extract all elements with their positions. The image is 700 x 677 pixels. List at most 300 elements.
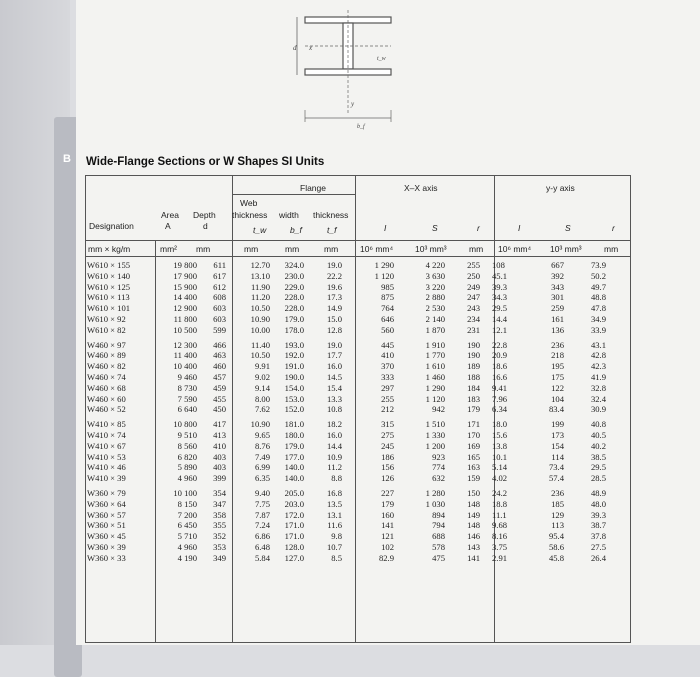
cell-flange-thickness: 11.6 (327, 520, 342, 531)
cell-flange-thickness: 16.0 (326, 429, 342, 440)
cell-web-thickness: 8.76 (254, 440, 270, 451)
cell-rx: 146 (467, 531, 480, 542)
cell-web-thickness: 10.90 (250, 313, 270, 324)
cell-web-thickness: 10.50 (250, 303, 270, 314)
cell-Sx: 942 (432, 404, 445, 415)
table-row (85, 383, 606, 394)
cell-area: 4 190 (177, 552, 197, 563)
cell-Sy: 343 (551, 281, 564, 292)
cell-Iy: 2.91 (492, 552, 508, 563)
cell-flange-width: 177.0 (284, 451, 304, 462)
cell-designation: W610 × 92 (87, 313, 126, 324)
cell-ry: 40.8 (590, 419, 606, 430)
cell-flange-width: 171.0 (284, 520, 304, 531)
cell-depth: 599 (213, 324, 226, 335)
flange-group-rule (232, 194, 355, 195)
header-width: width (279, 210, 299, 220)
cell-Ix: 764 (381, 303, 394, 314)
cell-Iy: 9.41 (492, 382, 508, 393)
cell-ry: 40.2 (590, 440, 606, 451)
cell-flange-width: 154.0 (284, 382, 304, 393)
cell-depth: 413 (213, 429, 226, 440)
cell-Sy: 161 (551, 313, 564, 324)
cell-area: 12 900 (173, 303, 197, 314)
cell-Iy: 11.1 (492, 509, 507, 520)
cell-flange-thickness: 18.2 (326, 419, 342, 430)
cell-Sy: 392 (551, 270, 564, 281)
cell-Sx: 632 (432, 473, 445, 484)
cell-rx: 231 (467, 324, 480, 335)
cell-Ix: 245 (381, 440, 394, 451)
section-tab-letter: B (63, 153, 71, 165)
cell-Sy: 114 (551, 451, 564, 462)
cell-Ix: 875 (381, 292, 394, 303)
table-row (85, 361, 606, 372)
header-rule (85, 240, 630, 241)
cell-area: 17 900 (173, 270, 197, 281)
cell-ry: 32.8 (590, 382, 606, 393)
cell-Sy: 154 (551, 440, 564, 451)
cell-ry: 48.0 (590, 498, 606, 509)
table-row (85, 430, 606, 441)
cell-Iy: 22.8 (492, 339, 508, 350)
units-rule (85, 256, 630, 257)
cell-designation: W360 × 51 (87, 520, 126, 531)
cell-Sy: 73.4 (548, 462, 564, 473)
cell-Sx: 1 280 (425, 487, 445, 498)
diagram-label-x: x (309, 44, 313, 52)
cell-designation: W410 × 46 (87, 462, 126, 473)
cell-Ix: 126 (381, 473, 394, 484)
cell-area: 15 900 (173, 281, 197, 292)
cell-Sy: 175 (551, 371, 564, 382)
header-web: Web (240, 198, 258, 208)
cell-Ix: 186 (381, 451, 394, 462)
table-row (85, 372, 606, 383)
unit-tf: mm (324, 244, 339, 254)
cell-Sy: 185 (551, 498, 564, 509)
cell-ry: 34.9 (590, 313, 606, 324)
cell-ry: 49.7 (590, 281, 606, 292)
cell-Sy: 199 (551, 419, 564, 430)
cell-area: 7 590 (177, 393, 197, 404)
cell-Sy: 129 (551, 509, 564, 520)
cell-Sy: 236 (551, 339, 564, 350)
cell-flange-thickness: 10.7 (326, 541, 342, 552)
cell-ry: 39.3 (590, 509, 606, 520)
cell-area: 4 960 (177, 473, 197, 484)
cell-Sx: 1 510 (425, 419, 445, 430)
cell-Iy: 29.5 (492, 303, 508, 314)
cell-Sx: 688 (432, 531, 445, 542)
cell-Sx: 794 (432, 520, 445, 531)
cell-Sy: 45.8 (548, 552, 564, 563)
cell-Ix: 297 (381, 382, 394, 393)
cell-depth: 608 (213, 292, 226, 303)
cell-rx: 165 (467, 451, 480, 462)
cell-designation: W610 × 82 (87, 324, 126, 335)
cell-Ix: 275 (381, 429, 394, 440)
cell-Iy: 18.6 (492, 361, 508, 372)
cell-flange-width: 152.0 (284, 404, 304, 415)
cell-rx: 143 (467, 541, 480, 552)
cell-Ix: 1 290 (374, 260, 394, 270)
unit-designation: mm × kg/m (88, 244, 131, 254)
cell-ry: 30.9 (590, 404, 606, 415)
cell-depth: 455 (213, 393, 226, 404)
cell-flange-width: 203.0 (284, 498, 304, 509)
cell-Ix: 160 (381, 509, 394, 520)
cell-web-thickness: 11.90 (250, 281, 270, 292)
cell-rx: 179 (467, 404, 480, 415)
cell-Sx: 1 460 (425, 371, 445, 382)
cell-Iy: 15.6 (492, 429, 508, 440)
cell-Iy: 14.4 (492, 313, 508, 324)
cell-rx: 163 (467, 462, 480, 473)
cell-area: 10 800 (173, 419, 197, 430)
cell-Iy: 10.1 (492, 451, 508, 462)
cell-depth: 403 (213, 462, 226, 473)
cell-flange-thickness: 14.4 (326, 440, 342, 451)
cell-area: 5 710 (177, 531, 197, 542)
cell-ry: 47.8 (590, 303, 606, 314)
cell-flange-width: 205.0 (284, 487, 304, 498)
cell-Sy: 57.4 (548, 473, 564, 484)
cell-Sy: 83.4 (548, 404, 564, 415)
unit-tw: mm (244, 244, 259, 254)
cell-Ix: 141 (381, 520, 394, 531)
cell-designation: W360 × 79 (87, 487, 126, 498)
cell-flange-thickness: 19.0 (326, 339, 342, 350)
unit-Sx: 10³ mm³ (415, 244, 447, 254)
cell-web-thickness: 6.86 (254, 531, 270, 542)
cell-rx: 188 (467, 371, 480, 382)
cell-ry: 29.5 (590, 462, 606, 473)
cell-ry: 38.5 (590, 451, 606, 462)
cell-Ix: 445 (381, 339, 394, 350)
cell-Iy: 39.3 (492, 281, 508, 292)
cell-depth: 347 (213, 498, 226, 509)
cell-area: 5 890 (177, 462, 197, 473)
cell-rx: 148 (467, 498, 480, 509)
cell-flange-thickness: 13.1 (326, 509, 342, 520)
cell-designation: W610 × 140 (87, 270, 131, 281)
cell-web-thickness: 7.62 (254, 404, 270, 415)
cell-Sx: 1 770 (425, 350, 445, 361)
cell-Sy: 113 (551, 520, 564, 531)
cell-Ix: 102 (381, 541, 394, 552)
cell-Sy: 301 (551, 292, 564, 303)
diagram-label-tw: t_w (377, 56, 386, 62)
table-row (85, 531, 606, 542)
cell-Iy: 7.96 (492, 393, 508, 404)
cell-web-thickness: 11.20 (250, 292, 270, 303)
cell-Ix: 370 (381, 361, 394, 372)
cell-web-thickness: 10.50 (250, 350, 270, 361)
cell-Iy: 16.6 (492, 371, 508, 382)
cell-flange-width: 179.0 (284, 440, 304, 451)
cell-ry: 40.5 (590, 429, 606, 440)
header-ry: r (612, 223, 615, 233)
cell-web-thickness: 9.02 (254, 371, 270, 382)
cell-depth: 417 (213, 419, 226, 430)
unit-Sy: 10³ mm³ (550, 244, 582, 254)
cell-rx: 169 (467, 440, 480, 451)
cell-depth: 349 (213, 552, 226, 563)
cell-web-thickness: 13.10 (250, 270, 270, 281)
cell-flange-width: 193.0 (284, 339, 304, 350)
cell-Ix: 212 (381, 404, 394, 415)
cell-Iy: 9.68 (492, 520, 508, 531)
cell-ry: 50.2 (590, 270, 606, 281)
unit-bf: mm (285, 244, 300, 254)
cell-Sx: 2 140 (425, 313, 445, 324)
header-Ix: I (384, 223, 387, 233)
cell-Sy: 136 (551, 324, 564, 335)
cell-Sx: 578 (432, 541, 445, 552)
cell-designation: W610 × 113 (87, 292, 130, 303)
cell-Iy: 45.1 (492, 270, 508, 281)
cell-flange-width: 153.0 (284, 393, 304, 404)
cell-flange-thickness: 15.0 (326, 313, 342, 324)
table-right-border (630, 175, 631, 643)
cell-rx: 190 (467, 350, 480, 361)
cell-rx: 247 (467, 292, 480, 303)
cell-flange-thickness: 16.8 (326, 487, 342, 498)
cell-Ix: 333 (381, 371, 394, 382)
cell-Sy: 236 (551, 487, 564, 498)
table-row (85, 542, 606, 553)
cell-ry: 73.9 (590, 260, 606, 270)
cell-rx: 189 (467, 361, 480, 372)
table-top-rule (85, 175, 630, 176)
cell-designation: W360 × 64 (87, 498, 126, 509)
cell-web-thickness: 10.90 (250, 419, 270, 430)
cell-area: 12 300 (173, 339, 197, 350)
cell-depth: 358 (213, 509, 226, 520)
cell-ry: 37.8 (590, 531, 606, 542)
cell-ry: 26.4 (590, 552, 606, 563)
w-shape-diagram (265, 2, 435, 132)
cell-flange-thickness: 9.8 (331, 531, 342, 542)
header-Sx: S (432, 223, 438, 233)
cell-ry: 42.3 (590, 361, 606, 372)
cell-flange-width: 181.0 (284, 419, 304, 430)
cell-area: 11 800 (173, 313, 197, 324)
cell-Sy: 58.6 (548, 541, 564, 552)
cell-Sy: 259 (551, 303, 564, 314)
cell-designation: W610 × 155 (87, 260, 131, 270)
cell-web-thickness: 9.65 (254, 429, 270, 440)
header-designation: Designation (89, 221, 134, 231)
section-properties-table (85, 260, 606, 564)
cell-ry: 43.1 (590, 339, 606, 350)
table-row (85, 415, 606, 430)
cell-Ix: 255 (381, 393, 394, 404)
cell-designation: W360 × 57 (87, 509, 126, 520)
table-row (85, 292, 606, 303)
cell-flange-thickness: 10.8 (326, 404, 342, 415)
cell-Sy: 95.4 (548, 531, 564, 542)
cell-rx: 159 (467, 473, 480, 484)
cell-depth: 399 (213, 473, 226, 484)
cell-Iy: 12.1 (492, 324, 508, 335)
cell-flange-thickness: 14.5 (326, 371, 342, 382)
cell-flange-width: 127.0 (284, 552, 304, 563)
cell-Iy: 13.8 (492, 440, 508, 451)
cell-area: 8 560 (177, 440, 197, 451)
cell-area: 6 640 (177, 404, 197, 415)
unit-Ix: 10⁶ mm⁴ (360, 244, 394, 254)
cell-rx: 148 (467, 520, 480, 531)
cell-Ix: 410 (381, 350, 394, 361)
cell-flange-thickness: 13.3 (326, 393, 342, 404)
cell-rx: 184 (467, 382, 480, 393)
cell-flange-thickness: 8.8 (331, 473, 342, 484)
cell-depth: 463 (213, 350, 226, 361)
cell-area: 9 460 (177, 371, 197, 382)
header-Sy: S (565, 223, 571, 233)
cell-Sx: 774 (432, 462, 445, 473)
cell-depth: 617 (213, 270, 226, 281)
cell-depth: 410 (213, 440, 226, 451)
cell-area: 14 400 (173, 292, 197, 303)
table-row (85, 553, 606, 564)
cell-designation: W460 × 74 (87, 371, 126, 382)
header-flange: Flange (300, 183, 326, 193)
cell-designation: W610 × 125 (87, 281, 131, 292)
header-depth: Depth (193, 210, 216, 220)
table-row (85, 350, 606, 361)
cell-flange-width: 179.0 (284, 313, 304, 324)
cell-designation: W610 × 101 (87, 303, 131, 314)
cell-designation: W410 × 39 (87, 473, 126, 484)
cell-flange-width: 229.0 (284, 281, 304, 292)
cell-Iy: 6.34 (492, 404, 508, 415)
cell-Ix: 121 (381, 531, 394, 542)
cell-rx: 149 (467, 509, 480, 520)
cell-ry: 42.8 (590, 350, 606, 361)
cell-flange-thickness: 8.5 (331, 552, 342, 563)
cell-area: 6 820 (177, 451, 197, 462)
cell-flange-thickness: 19.0 (326, 260, 342, 270)
cell-depth: 457 (213, 371, 226, 382)
cell-web-thickness: 9.91 (254, 361, 270, 372)
table-row (85, 303, 606, 314)
cell-flange-width: 190.0 (284, 371, 304, 382)
cell-Sx: 894 (432, 509, 445, 520)
cell-Sx: 2 880 (425, 292, 445, 303)
cell-flange-thickness: 14.9 (326, 303, 342, 314)
cell-designation: W360 × 33 (87, 552, 126, 563)
cell-Iy: 3.75 (492, 541, 508, 552)
header-yy-axis: y-y axis (546, 183, 575, 193)
cell-depth: 353 (213, 541, 226, 552)
cell-depth: 355 (213, 520, 226, 531)
cell-area: 7 200 (177, 509, 197, 520)
cell-web-thickness: 7.49 (254, 451, 270, 462)
cell-ry: 48.8 (590, 292, 606, 303)
cell-web-thickness: 7.75 (254, 498, 270, 509)
cell-Sy: 104 (551, 393, 564, 404)
cell-depth: 352 (213, 531, 226, 542)
cell-rx: 141 (467, 552, 480, 563)
cell-Ix: 82.9 (378, 552, 394, 563)
cell-area: 10 100 (173, 487, 197, 498)
cell-flange-thickness: 22.2 (326, 270, 342, 281)
header-xx-axis: X–X axis (404, 183, 438, 193)
cell-rx: 171 (467, 419, 480, 430)
cell-designation: W410 × 85 (87, 419, 126, 430)
cell-ry: 38.7 (590, 520, 606, 531)
diagram-label-d: d (293, 44, 297, 52)
cell-web-thickness: 7.24 (254, 520, 270, 531)
cell-web-thickness: 5.84 (254, 552, 270, 563)
cell-depth: 460 (213, 361, 226, 372)
cell-area: 10 400 (173, 361, 197, 372)
cell-Sx: 1 910 (425, 339, 445, 350)
cell-area: 19 800 (173, 260, 197, 270)
cell-flange-width: 140.0 (284, 462, 304, 473)
header-A: A (165, 221, 171, 231)
cell-ry: 27.5 (590, 541, 606, 552)
header-web-thickness: thickness (232, 210, 268, 220)
cell-web-thickness: 8.00 (254, 393, 270, 404)
cell-flange-width: 128.0 (284, 541, 304, 552)
table-row (85, 473, 606, 484)
table-row (85, 404, 606, 415)
table-row (85, 520, 606, 531)
cell-designation: W460 × 68 (87, 382, 126, 393)
table-bottom-rule (85, 642, 630, 643)
diagram-label-y: y (351, 100, 355, 108)
table-row (85, 282, 606, 293)
cell-rx: 170 (467, 429, 480, 440)
cell-flange-width: 228.0 (284, 292, 304, 303)
header-flange-thickness: thickness (313, 210, 349, 220)
table-row (85, 336, 606, 351)
header-Iy: I (518, 223, 521, 233)
cell-flange-thickness: 17.7 (326, 350, 342, 361)
cell-ry: 32.4 (590, 393, 606, 404)
cell-rx: 150 (467, 487, 480, 498)
cell-Sx: 1 120 (425, 393, 445, 404)
cell-flange-thickness: 11.2 (327, 462, 342, 473)
cell-ry: 33.9 (590, 324, 606, 335)
cell-web-thickness: 11.40 (250, 339, 270, 350)
cell-Sx: 1 330 (425, 429, 445, 440)
table-row (85, 441, 606, 452)
table-row (85, 271, 606, 282)
cell-Ix: 560 (381, 324, 394, 335)
cell-Sx: 923 (432, 451, 445, 462)
table-title: Wide-Flange Sections or W Shapes SI Units (86, 156, 325, 168)
cell-Sy: 195 (551, 361, 564, 372)
cell-Sx: 1 610 (425, 361, 445, 372)
cell-flange-thickness: 10.9 (326, 451, 342, 462)
cell-designation: W360 × 45 (87, 531, 126, 542)
cell-area: 9 510 (177, 429, 197, 440)
cell-depth: 466 (213, 339, 226, 350)
cell-Sx: 1 030 (425, 498, 445, 509)
table-row (85, 260, 606, 271)
unit-depth: mm (196, 244, 211, 254)
cell-designation: W410 × 74 (87, 429, 126, 440)
cell-designation: W460 × 60 (87, 393, 126, 404)
cell-designation: W410 × 67 (87, 440, 126, 451)
cell-Sy: 667 (551, 260, 564, 270)
cell-rx: 234 (467, 313, 480, 324)
